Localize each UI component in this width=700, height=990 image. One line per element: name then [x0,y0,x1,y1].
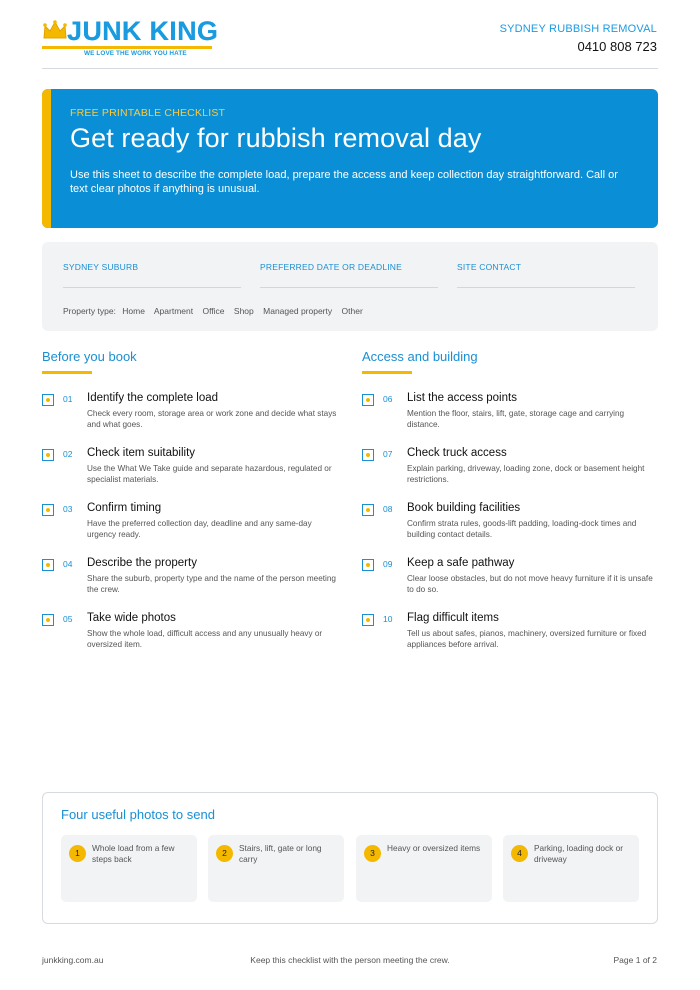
item-number: 04 [63,559,73,569]
photos-title: Four useful photos to send [61,807,215,822]
property-type-label: Property type: [63,306,116,316]
item-description: Explain parking, driveway, loading zone, dock or basement height restrictions. [407,464,645,484]
photo-description: Parking, loading dock or driveway [534,843,624,864]
photo-number-badge: 4 [511,845,528,862]
item-description: Show the whole load, difficult access and any unusually heavy or oversized item. [87,629,323,649]
checklist-item [42,393,342,443]
service-label: SYDNEY RUBBISH REMOVAL [499,23,657,35]
hero-banner [42,89,658,228]
page-title: Get ready for rubbish removal day [70,123,482,153]
item-title: Confirm timing [87,502,162,514]
checklist-item [42,448,342,498]
checkbox[interactable] [42,449,54,461]
checklist-item [362,393,662,443]
date-field[interactable] [260,262,438,288]
photo-number-badge: 2 [216,845,233,862]
booking-details-panel [42,242,658,331]
checkbox[interactable] [362,559,374,571]
brand-tagline: WE LOVE THE WORK YOU HATE [84,50,187,57]
checkbox[interactable] [362,614,374,626]
brand-name: JUNK KING [67,16,219,46]
item-description: Tell us about safes, pianos, machinery, oversized furniture or fixed appliances before arrival. [407,629,647,649]
item-number: 08 [383,504,393,514]
photos-panel [42,792,658,924]
property-type-option[interactable]: Home [122,306,145,316]
property-type-option[interactable]: Office [202,306,225,316]
section-title: Access and building [362,349,478,364]
section-access-and-building [362,349,478,374]
photo-card [61,835,197,902]
section-title: Before you book [42,349,137,364]
suburb-label: SYDNEY SUBURB [63,262,139,272]
section-before-you-book [42,349,137,374]
checkbox[interactable] [362,449,374,461]
photo-number-badge: 1 [69,845,86,862]
checklist-item [362,503,662,553]
property-type-option[interactable]: Apartment [153,306,194,316]
page-number: Page 1 of 2 [613,955,657,965]
contact-field[interactable] [457,262,635,288]
footer-note: Keep this checklist with the person meeting the crew. [250,955,450,965]
checkbox[interactable] [42,559,54,571]
item-description: Check every room, storage area or work zone and decide what stays and what goes. [87,409,337,429]
date-write-line [260,287,438,288]
checkbox-dot [46,618,50,622]
suburb-write-line [63,287,241,288]
item-number: 01 [63,394,73,404]
photo-description: Stairs, lift, gate or long carry [239,843,322,864]
item-title: Take wide photos [87,612,176,624]
item-description: Mention the floor, stairs, lift, gate, storage cage and carrying distance. [407,409,625,429]
item-number: 09 [383,559,393,569]
item-title: Flag difficult items [407,612,499,624]
hero-intro: Use this sheet to describe the complete load, prepare the access and keep collection day straightforward. Call or text clear photos if anything is unusual. [70,169,618,195]
footer-website[interactable]: junkking.com.au [42,955,104,965]
checklist-item [42,503,342,553]
checkbox-dot [366,563,370,567]
date-label: PREFERRED DATE OR DEADLINE [260,262,403,272]
brand-underline [42,46,212,49]
header-divider [42,68,658,69]
photo-card [208,835,344,902]
property-type-row [63,306,370,316]
brand-logo [42,18,222,62]
item-number: 06 [383,394,393,404]
item-description: Use the What We Take guide and separate hazardous, regulated or specialist materials. [87,464,332,484]
contact-write-line [457,287,635,288]
item-title: Describe the property [87,557,197,569]
photo-description: Whole load from a few steps back [92,843,175,864]
photo-card [503,835,639,902]
item-description: Clear loose obstacles, but do not move heavy furniture if it is unsafe to do so. [407,574,653,594]
checkbox-dot [46,508,50,512]
checkbox[interactable] [42,504,54,516]
item-title: Identify the complete load [87,392,219,404]
item-number: 02 [63,449,73,459]
item-description: Have the preferred collection day, deadline and any same-day urgency ready. [87,519,312,539]
checkbox-dot [366,398,370,402]
crown-icon [42,20,68,42]
property-type-option[interactable]: Other [341,306,363,316]
checkbox[interactable] [362,394,374,406]
checkbox-dot [366,508,370,512]
checklist-item [42,558,342,608]
property-type-option[interactable]: Managed property [263,306,333,316]
phone-number[interactable]: 0410 808 723 [577,39,657,54]
checkbox-dot [46,563,50,567]
checklist-item [362,448,662,498]
item-title: List the access points [407,392,517,404]
item-description: Confirm strata rules, goods-lift padding, loading-dock times and building contact details. [407,519,637,539]
section-underline [362,371,412,374]
property-type-option[interactable]: Shop [233,306,254,316]
checkbox-dot [46,398,50,402]
item-title: Book building facilities [407,502,521,514]
item-title: Check truck access [407,447,507,459]
photo-card [356,835,492,902]
hero-kicker: FREE PRINTABLE CHECKLIST [70,107,226,119]
item-number: 05 [63,614,73,624]
checklist-item [362,613,662,663]
hero-accent-bar [42,89,51,228]
section-underline [42,371,92,374]
item-number: 03 [63,504,73,514]
item-number: 07 [383,449,393,459]
contact-label: SITE CONTACT [457,262,522,272]
suburb-field[interactable] [63,262,241,288]
checkbox[interactable] [42,614,54,626]
photo-number-badge: 3 [364,845,381,862]
checkbox-dot [46,453,50,457]
item-title: Check item suitability [87,447,196,459]
item-description: Share the suburb, property type and the name of the person meeting the crew. [87,574,336,594]
photo-description: Heavy or oversized items [387,843,481,853]
checkbox-dot [366,618,370,622]
checkbox-dot [366,453,370,457]
checklist-item [42,613,342,663]
item-number: 10 [383,614,393,624]
checkbox[interactable] [42,394,54,406]
item-title: Keep a safe pathway [407,557,515,569]
checklist-item [362,558,662,608]
checkbox[interactable] [362,504,374,516]
